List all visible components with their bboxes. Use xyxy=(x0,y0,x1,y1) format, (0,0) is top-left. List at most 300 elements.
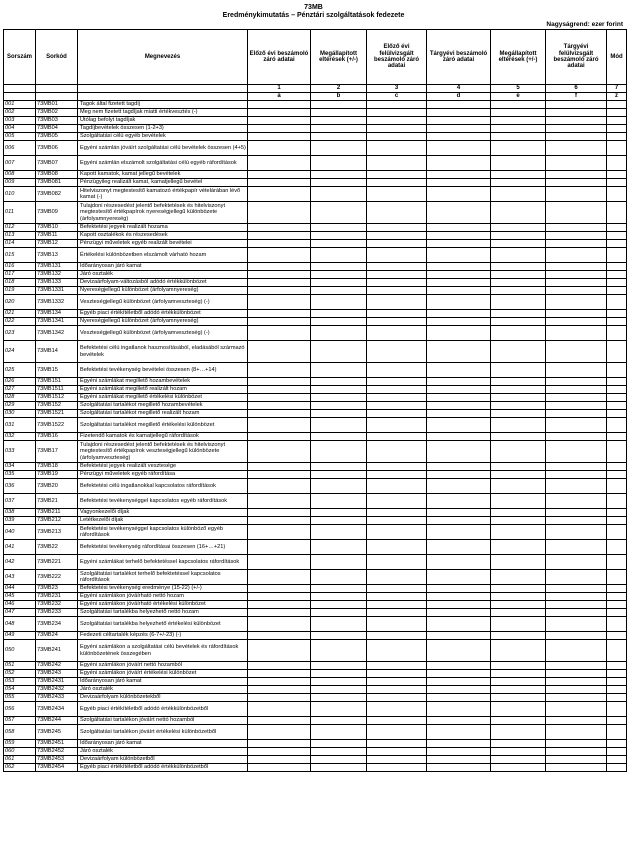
mode-cell[interactable] xyxy=(607,410,627,418)
value-cell-1[interactable] xyxy=(248,187,311,202)
value-cell-1[interactable] xyxy=(248,494,311,509)
value-cell-2[interactable] xyxy=(311,601,367,609)
mode-cell[interactable] xyxy=(607,632,627,640)
mode-cell[interactable] xyxy=(607,141,627,156)
value-cell-6[interactable] xyxy=(546,326,607,341)
value-cell-1[interactable] xyxy=(248,410,311,418)
value-cell-5[interactable] xyxy=(491,678,546,686)
mode-cell[interactable] xyxy=(607,764,627,772)
value-cell-3[interactable] xyxy=(367,593,427,601)
value-cell-3[interactable] xyxy=(367,287,427,295)
value-cell-5[interactable] xyxy=(491,179,546,187)
value-cell-3[interactable] xyxy=(367,433,427,441)
value-cell-5[interactable] xyxy=(491,279,546,287)
value-cell-5[interactable] xyxy=(491,756,546,764)
value-cell-3[interactable] xyxy=(367,394,427,402)
value-cell-4[interactable] xyxy=(427,318,491,326)
value-cell-2[interactable] xyxy=(311,179,367,187)
mode-cell[interactable] xyxy=(607,702,627,717)
mode-cell[interactable] xyxy=(607,756,627,764)
value-cell-6[interactable] xyxy=(546,418,607,433)
value-cell-6[interactable] xyxy=(546,141,607,156)
value-cell-6[interactable] xyxy=(546,433,607,441)
value-cell-4[interactable] xyxy=(427,632,491,640)
value-cell-4[interactable] xyxy=(427,540,491,555)
mode-cell[interactable] xyxy=(607,670,627,678)
value-cell-4[interactable] xyxy=(427,410,491,418)
value-cell-2[interactable] xyxy=(311,318,367,326)
mode-cell[interactable] xyxy=(607,509,627,517)
value-cell-4[interactable] xyxy=(427,117,491,125)
value-cell-4[interactable] xyxy=(427,287,491,295)
value-cell-2[interactable] xyxy=(311,585,367,593)
value-cell-3[interactable] xyxy=(367,517,427,525)
value-cell-6[interactable] xyxy=(546,394,607,402)
mode-cell[interactable] xyxy=(607,402,627,410)
value-cell-1[interactable] xyxy=(248,640,311,662)
value-cell-3[interactable] xyxy=(367,740,427,748)
value-cell-6[interactable] xyxy=(546,318,607,326)
value-cell-2[interactable] xyxy=(311,386,367,394)
value-cell-4[interactable] xyxy=(427,402,491,410)
value-cell-5[interactable] xyxy=(491,341,546,363)
value-cell-3[interactable] xyxy=(367,617,427,632)
value-cell-5[interactable] xyxy=(491,295,546,310)
value-cell-4[interactable] xyxy=(427,593,491,601)
value-cell-5[interactable] xyxy=(491,717,546,725)
value-cell-2[interactable] xyxy=(311,326,367,341)
value-cell-1[interactable] xyxy=(248,271,311,279)
value-cell-2[interactable] xyxy=(311,171,367,179)
value-cell-6[interactable] xyxy=(546,540,607,555)
value-cell-5[interactable] xyxy=(491,394,546,402)
value-cell-4[interactable] xyxy=(427,378,491,386)
value-cell-3[interactable] xyxy=(367,632,427,640)
value-cell-4[interactable] xyxy=(427,601,491,609)
value-cell-5[interactable] xyxy=(491,224,546,232)
value-cell-1[interactable] xyxy=(248,117,311,125)
value-cell-4[interactable] xyxy=(427,585,491,593)
value-cell-6[interactable] xyxy=(546,717,607,725)
value-cell-2[interactable] xyxy=(311,156,367,171)
mode-cell[interactable] xyxy=(607,748,627,756)
value-cell-2[interactable] xyxy=(311,694,367,702)
value-cell-2[interactable] xyxy=(311,125,367,133)
value-cell-1[interactable] xyxy=(248,310,311,318)
value-cell-3[interactable] xyxy=(367,494,427,509)
value-cell-1[interactable] xyxy=(248,525,311,540)
value-cell-3[interactable] xyxy=(367,540,427,555)
value-cell-1[interactable] xyxy=(248,240,311,248)
value-cell-2[interactable] xyxy=(311,617,367,632)
value-cell-1[interactable] xyxy=(248,756,311,764)
value-cell-4[interactable] xyxy=(427,386,491,394)
value-cell-3[interactable] xyxy=(367,109,427,117)
mode-cell[interactable] xyxy=(607,479,627,494)
value-cell-4[interactable] xyxy=(427,756,491,764)
value-cell-1[interactable] xyxy=(248,287,311,295)
value-cell-6[interactable] xyxy=(546,525,607,540)
value-cell-3[interactable] xyxy=(367,141,427,156)
value-cell-1[interactable] xyxy=(248,248,311,263)
value-cell-2[interactable] xyxy=(311,593,367,601)
value-cell-3[interactable] xyxy=(367,240,427,248)
value-cell-5[interactable] xyxy=(491,570,546,585)
value-cell-6[interactable] xyxy=(546,463,607,471)
value-cell-3[interactable] xyxy=(367,662,427,670)
value-cell-5[interactable] xyxy=(491,702,546,717)
value-cell-1[interactable] xyxy=(248,179,311,187)
value-cell-3[interactable] xyxy=(367,295,427,310)
value-cell-2[interactable] xyxy=(311,441,367,463)
value-cell-3[interactable] xyxy=(367,686,427,694)
value-cell-2[interactable] xyxy=(311,640,367,662)
mode-cell[interactable] xyxy=(607,525,627,540)
value-cell-1[interactable] xyxy=(248,279,311,287)
value-cell-6[interactable] xyxy=(546,509,607,517)
value-cell-6[interactable] xyxy=(546,640,607,662)
value-cell-4[interactable] xyxy=(427,418,491,433)
mode-cell[interactable] xyxy=(607,570,627,585)
value-cell-5[interactable] xyxy=(491,310,546,318)
value-cell-4[interactable] xyxy=(427,748,491,756)
mode-cell[interactable] xyxy=(607,109,627,117)
value-cell-2[interactable] xyxy=(311,686,367,694)
value-cell-4[interactable] xyxy=(427,764,491,772)
value-cell-1[interactable] xyxy=(248,363,311,378)
value-cell-6[interactable] xyxy=(546,402,607,410)
mode-cell[interactable] xyxy=(607,471,627,479)
value-cell-4[interactable] xyxy=(427,555,491,570)
value-cell-6[interactable] xyxy=(546,494,607,509)
value-cell-3[interactable] xyxy=(367,156,427,171)
value-cell-3[interactable] xyxy=(367,479,427,494)
mode-cell[interactable] xyxy=(607,740,627,748)
value-cell-1[interactable] xyxy=(248,740,311,748)
value-cell-1[interactable] xyxy=(248,433,311,441)
value-cell-6[interactable] xyxy=(546,517,607,525)
value-cell-4[interactable] xyxy=(427,609,491,617)
value-cell-4[interactable] xyxy=(427,240,491,248)
value-cell-6[interactable] xyxy=(546,748,607,756)
mode-cell[interactable] xyxy=(607,295,627,310)
value-cell-6[interactable] xyxy=(546,363,607,378)
value-cell-6[interactable] xyxy=(546,410,607,418)
mode-cell[interactable] xyxy=(607,441,627,463)
value-cell-2[interactable] xyxy=(311,764,367,772)
value-cell-5[interactable] xyxy=(491,232,546,240)
value-cell-3[interactable] xyxy=(367,725,427,740)
value-cell-6[interactable] xyxy=(546,609,607,617)
value-cell-1[interactable] xyxy=(248,479,311,494)
value-cell-5[interactable] xyxy=(491,418,546,433)
value-cell-1[interactable] xyxy=(248,386,311,394)
value-cell-1[interactable] xyxy=(248,418,311,433)
value-cell-1[interactable] xyxy=(248,402,311,410)
value-cell-2[interactable] xyxy=(311,756,367,764)
value-cell-6[interactable] xyxy=(546,686,607,694)
mode-cell[interactable] xyxy=(607,133,627,141)
mode-cell[interactable] xyxy=(607,378,627,386)
value-cell-3[interactable] xyxy=(367,386,427,394)
value-cell-2[interactable] xyxy=(311,240,367,248)
mode-cell[interactable] xyxy=(607,187,627,202)
value-cell-4[interactable] xyxy=(427,187,491,202)
value-cell-6[interactable] xyxy=(546,279,607,287)
value-cell-1[interactable] xyxy=(248,617,311,632)
value-cell-2[interactable] xyxy=(311,263,367,271)
value-cell-6[interactable] xyxy=(546,232,607,240)
mode-cell[interactable] xyxy=(607,617,627,632)
value-cell-6[interactable] xyxy=(546,202,607,224)
value-cell-4[interactable] xyxy=(427,363,491,378)
value-cell-2[interactable] xyxy=(311,248,367,263)
value-cell-2[interactable] xyxy=(311,662,367,670)
value-cell-1[interactable] xyxy=(248,748,311,756)
value-cell-2[interactable] xyxy=(311,678,367,686)
mode-cell[interactable] xyxy=(607,240,627,248)
value-cell-4[interactable] xyxy=(427,670,491,678)
value-cell-4[interactable] xyxy=(427,702,491,717)
value-cell-5[interactable] xyxy=(491,694,546,702)
value-cell-5[interactable] xyxy=(491,686,546,694)
value-cell-2[interactable] xyxy=(311,202,367,224)
mode-cell[interactable] xyxy=(607,179,627,187)
value-cell-3[interactable] xyxy=(367,179,427,187)
value-cell-1[interactable] xyxy=(248,326,311,341)
value-cell-6[interactable] xyxy=(546,263,607,271)
value-cell-5[interactable] xyxy=(491,125,546,133)
mode-cell[interactable] xyxy=(607,463,627,471)
mode-cell[interactable] xyxy=(607,640,627,662)
value-cell-5[interactable] xyxy=(491,725,546,740)
mode-cell[interactable] xyxy=(607,171,627,179)
value-cell-3[interactable] xyxy=(367,263,427,271)
value-cell-4[interactable] xyxy=(427,441,491,463)
value-cell-3[interactable] xyxy=(367,310,427,318)
value-cell-2[interactable] xyxy=(311,133,367,141)
value-cell-3[interactable] xyxy=(367,702,427,717)
value-cell-4[interactable] xyxy=(427,686,491,694)
value-cell-4[interactable] xyxy=(427,394,491,402)
value-cell-6[interactable] xyxy=(546,585,607,593)
value-cell-6[interactable] xyxy=(546,240,607,248)
value-cell-4[interactable] xyxy=(427,125,491,133)
value-cell-3[interactable] xyxy=(367,463,427,471)
value-cell-6[interactable] xyxy=(546,617,607,632)
value-cell-4[interactable] xyxy=(427,471,491,479)
value-cell-2[interactable] xyxy=(311,232,367,240)
value-cell-3[interactable] xyxy=(367,378,427,386)
value-cell-6[interactable] xyxy=(546,271,607,279)
value-cell-6[interactable] xyxy=(546,555,607,570)
value-cell-5[interactable] xyxy=(491,640,546,662)
value-cell-2[interactable] xyxy=(311,117,367,125)
value-cell-6[interactable] xyxy=(546,171,607,179)
value-cell-1[interactable] xyxy=(248,702,311,717)
value-cell-1[interactable] xyxy=(248,540,311,555)
value-cell-3[interactable] xyxy=(367,117,427,125)
value-cell-4[interactable] xyxy=(427,171,491,179)
value-cell-1[interactable] xyxy=(248,133,311,141)
value-cell-4[interactable] xyxy=(427,678,491,686)
value-cell-6[interactable] xyxy=(546,101,607,109)
value-cell-6[interactable] xyxy=(546,295,607,310)
value-cell-5[interactable] xyxy=(491,670,546,678)
value-cell-5[interactable] xyxy=(491,386,546,394)
value-cell-2[interactable] xyxy=(311,187,367,202)
value-cell-5[interactable] xyxy=(491,402,546,410)
value-cell-4[interactable] xyxy=(427,232,491,240)
value-cell-1[interactable] xyxy=(248,378,311,386)
value-cell-1[interactable] xyxy=(248,725,311,740)
value-cell-6[interactable] xyxy=(546,341,607,363)
value-cell-5[interactable] xyxy=(491,494,546,509)
value-cell-5[interactable] xyxy=(491,609,546,617)
mode-cell[interactable] xyxy=(607,394,627,402)
mode-cell[interactable] xyxy=(607,271,627,279)
value-cell-4[interactable] xyxy=(427,662,491,670)
value-cell-3[interactable] xyxy=(367,318,427,326)
value-cell-6[interactable] xyxy=(546,725,607,740)
value-cell-2[interactable] xyxy=(311,341,367,363)
value-cell-4[interactable] xyxy=(427,570,491,585)
value-cell-5[interactable] xyxy=(491,463,546,471)
value-cell-5[interactable] xyxy=(491,202,546,224)
value-cell-4[interactable] xyxy=(427,202,491,224)
value-cell-3[interactable] xyxy=(367,410,427,418)
value-cell-4[interactable] xyxy=(427,156,491,171)
value-cell-2[interactable] xyxy=(311,363,367,378)
value-cell-1[interactable] xyxy=(248,156,311,171)
value-cell-6[interactable] xyxy=(546,764,607,772)
mode-cell[interactable] xyxy=(607,341,627,363)
value-cell-6[interactable] xyxy=(546,662,607,670)
value-cell-5[interactable] xyxy=(491,585,546,593)
value-cell-1[interactable] xyxy=(248,394,311,402)
value-cell-3[interactable] xyxy=(367,402,427,410)
value-cell-6[interactable] xyxy=(546,224,607,232)
value-cell-2[interactable] xyxy=(311,509,367,517)
value-cell-2[interactable] xyxy=(311,717,367,725)
value-cell-1[interactable] xyxy=(248,171,311,179)
mode-cell[interactable] xyxy=(607,363,627,378)
mode-cell[interactable] xyxy=(607,224,627,232)
value-cell-5[interactable] xyxy=(491,187,546,202)
value-cell-3[interactable] xyxy=(367,748,427,756)
value-cell-5[interactable] xyxy=(491,540,546,555)
mode-cell[interactable] xyxy=(607,593,627,601)
value-cell-4[interactable] xyxy=(427,133,491,141)
value-cell-6[interactable] xyxy=(546,156,607,171)
mode-cell[interactable] xyxy=(607,248,627,263)
value-cell-5[interactable] xyxy=(491,133,546,141)
value-cell-1[interactable] xyxy=(248,585,311,593)
value-cell-2[interactable] xyxy=(311,271,367,279)
value-cell-1[interactable] xyxy=(248,463,311,471)
value-cell-2[interactable] xyxy=(311,479,367,494)
value-cell-6[interactable] xyxy=(546,694,607,702)
value-cell-4[interactable] xyxy=(427,109,491,117)
value-cell-5[interactable] xyxy=(491,617,546,632)
value-cell-5[interactable] xyxy=(491,601,546,609)
value-cell-5[interactable] xyxy=(491,363,546,378)
value-cell-1[interactable] xyxy=(248,224,311,232)
value-cell-1[interactable] xyxy=(248,686,311,694)
value-cell-2[interactable] xyxy=(311,525,367,540)
value-cell-1[interactable] xyxy=(248,109,311,117)
value-cell-3[interactable] xyxy=(367,609,427,617)
value-cell-2[interactable] xyxy=(311,494,367,509)
value-cell-2[interactable] xyxy=(311,740,367,748)
value-cell-5[interactable] xyxy=(491,479,546,494)
value-cell-2[interactable] xyxy=(311,517,367,525)
mode-cell[interactable] xyxy=(607,202,627,224)
value-cell-2[interactable] xyxy=(311,748,367,756)
value-cell-1[interactable] xyxy=(248,593,311,601)
value-cell-3[interactable] xyxy=(367,248,427,263)
mode-cell[interactable] xyxy=(607,310,627,318)
value-cell-6[interactable] xyxy=(546,632,607,640)
value-cell-6[interactable] xyxy=(546,479,607,494)
value-cell-5[interactable] xyxy=(491,101,546,109)
value-cell-6[interactable] xyxy=(546,179,607,187)
value-cell-2[interactable] xyxy=(311,101,367,109)
mode-cell[interactable] xyxy=(607,433,627,441)
value-cell-3[interactable] xyxy=(367,525,427,540)
value-cell-3[interactable] xyxy=(367,101,427,109)
value-cell-6[interactable] xyxy=(546,670,607,678)
mode-cell[interactable] xyxy=(607,662,627,670)
value-cell-1[interactable] xyxy=(248,555,311,570)
value-cell-5[interactable] xyxy=(491,141,546,156)
value-cell-3[interactable] xyxy=(367,171,427,179)
value-cell-6[interactable] xyxy=(546,187,607,202)
value-cell-3[interactable] xyxy=(367,756,427,764)
value-cell-3[interactable] xyxy=(367,187,427,202)
value-cell-2[interactable] xyxy=(311,725,367,740)
mode-cell[interactable] xyxy=(607,318,627,326)
value-cell-2[interactable] xyxy=(311,540,367,555)
value-cell-6[interactable] xyxy=(546,678,607,686)
value-cell-2[interactable] xyxy=(311,609,367,617)
value-cell-5[interactable] xyxy=(491,555,546,570)
value-cell-4[interactable] xyxy=(427,326,491,341)
value-cell-5[interactable] xyxy=(491,171,546,179)
mode-cell[interactable] xyxy=(607,156,627,171)
value-cell-4[interactable] xyxy=(427,525,491,540)
value-cell-6[interactable] xyxy=(546,441,607,463)
value-cell-6[interactable] xyxy=(546,117,607,125)
value-cell-4[interactable] xyxy=(427,248,491,263)
value-cell-5[interactable] xyxy=(491,441,546,463)
value-cell-6[interactable] xyxy=(546,310,607,318)
value-cell-3[interactable] xyxy=(367,694,427,702)
mode-cell[interactable] xyxy=(607,386,627,394)
value-cell-6[interactable] xyxy=(546,287,607,295)
value-cell-2[interactable] xyxy=(311,702,367,717)
value-cell-5[interactable] xyxy=(491,509,546,517)
value-cell-5[interactable] xyxy=(491,318,546,326)
value-cell-5[interactable] xyxy=(491,287,546,295)
value-cell-6[interactable] xyxy=(546,248,607,263)
value-cell-4[interactable] xyxy=(427,725,491,740)
value-cell-3[interactable] xyxy=(367,441,427,463)
value-cell-1[interactable] xyxy=(248,601,311,609)
value-cell-1[interactable] xyxy=(248,678,311,686)
value-cell-2[interactable] xyxy=(311,310,367,318)
value-cell-2[interactable] xyxy=(311,418,367,433)
